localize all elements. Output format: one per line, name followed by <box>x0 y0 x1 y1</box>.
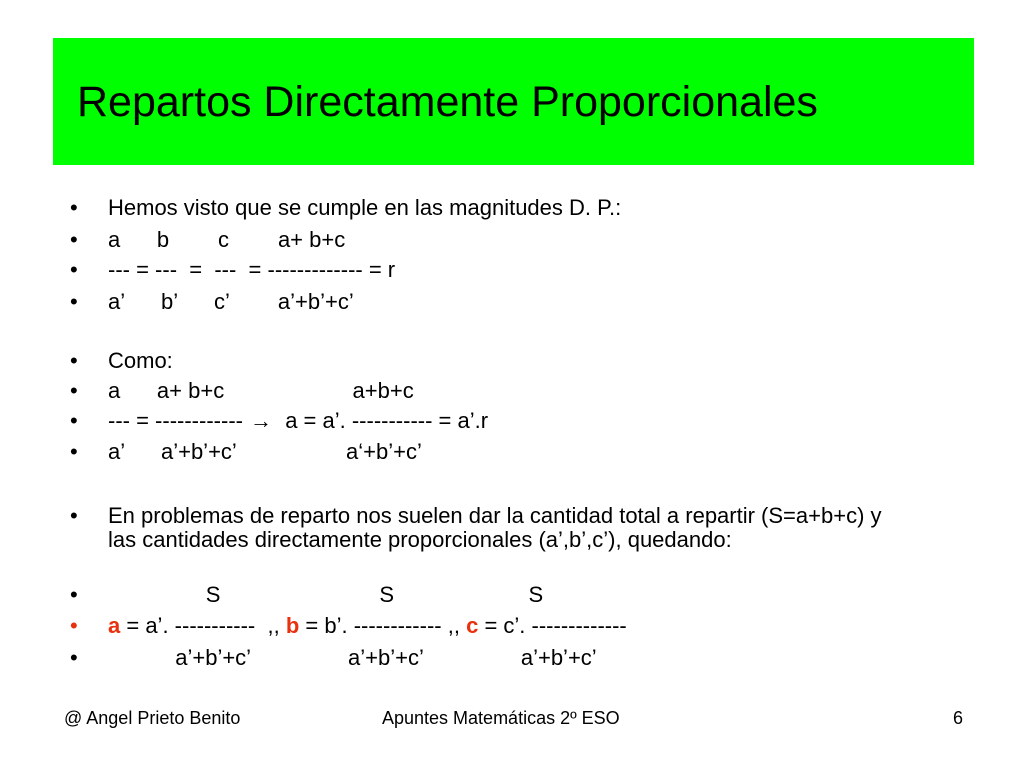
var-a: a <box>108 613 121 638</box>
paragraph: En problemas de reparto nos suelen dar la cantidad total a repartir (S=a+b+c) y las cantidades directamente proporcionales (a’,b’,c’), quedando: <box>108 503 882 552</box>
text-line: a’ b’ c’ a’+b’+c’ <box>108 289 354 314</box>
bullet-marker: • <box>70 348 78 373</box>
bullet-marker: • <box>70 378 78 403</box>
formula-a: = a’. ----------- ,, <box>120 613 286 638</box>
bullet-marker: • <box>70 439 78 464</box>
footer-author: @ Angel Prieto Benito <box>64 708 241 728</box>
text-line: a a+ b+c a+b+c <box>108 378 414 403</box>
var-b: b <box>285 613 300 638</box>
var-c: c <box>466 613 479 638</box>
text-line: a’ a’+b’+c’ a‘+b’+c’ <box>108 439 422 464</box>
arrow-icon: → <box>243 408 273 433</box>
footer-page-number: 6 <box>953 708 964 728</box>
bullet-marker: • <box>70 257 78 282</box>
bullet-marker: • <box>70 227 78 252</box>
bullet-marker: • <box>70 503 78 528</box>
text-line: a’+b’+c’ a’+b’+c’ a’+b’+c’ <box>108 645 597 670</box>
text-line: Hemos visto que se cumple en las magnitudes D. P.: <box>108 195 622 220</box>
text-line: S S S <box>108 582 544 607</box>
footer-course: Apuntes Matemáticas 2º ESO <box>382 708 620 728</box>
title-banner <box>53 38 974 165</box>
implication-text: a = a’. ----------- = a’.r <box>272 408 489 433</box>
formula-c: = c’. ------------- <box>478 613 627 638</box>
text-line: --- = --- = --- = ------------- = r <box>108 257 396 282</box>
bullet-marker: • <box>70 645 78 670</box>
bullet-marker: • <box>70 408 78 433</box>
text-line <box>108 409 488 433</box>
bullet-marker: • <box>70 582 78 607</box>
fraction-bar: --- = ------------ <box>108 408 243 433</box>
formula-line <box>108 614 627 638</box>
text-line: a b c a+ b+c <box>108 227 346 252</box>
text-line: Como: <box>108 348 173 373</box>
slide-title: Repartos Directamente Proporcionales <box>77 78 818 126</box>
formula-b: = b’. ------------ ,, <box>299 613 467 638</box>
bullet-marker: • <box>70 613 78 638</box>
bullet-marker: • <box>70 195 78 220</box>
bullet-marker: • <box>70 289 78 314</box>
